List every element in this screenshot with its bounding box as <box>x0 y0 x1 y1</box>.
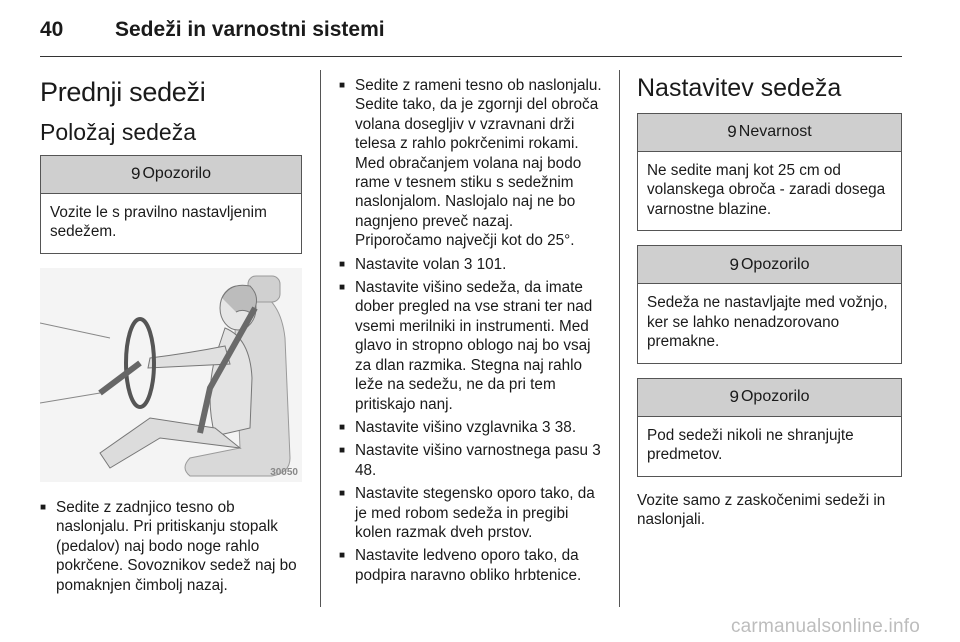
warning-label: Opozorilo <box>142 165 211 183</box>
warning-text: Vozite le s pravilno nastavljenim sedežem. <box>50 203 267 241</box>
column-divider <box>619 70 620 607</box>
bullet-list <box>40 498 302 595</box>
list-item: ■ Sedite z zadnjico tesno ob naslonjalu. Pri pritiskanju stopalk (pedalov) naj bodo noge rahlo pokrčene. Sovoznikov sedež naj bo pomaknjen čimbolj nazaj. <box>40 498 302 595</box>
list-item: ■ Nastavite višino varnostnega pasu 3 48. <box>339 441 604 480</box>
header-divider <box>40 56 902 57</box>
list-item: ■ Nastavite volan 3 101. <box>339 255 604 274</box>
figure-number: 30050 <box>270 466 298 478</box>
warning-label: Opozorilo <box>740 255 810 273</box>
list-item: ■ Sedite z rameni tesno ob naslonjalu. Sedite tako, da je zgornji del obroča volana dosegljiv v vzravnani drži telesa z rahlo pokrčenimi rokami. Med obračanjem volana naj bodo rame v tesnem stiku s sedežnim naslonjalom. Naslojalo naj ne bo nagnjeno preveč nazaj. Priporočamo največji kot do 25°. <box>339 76 604 251</box>
warning-label: Opozorilo <box>740 388 810 405</box>
list-item: ■ Nastavite višino vzglavnika 3 38. <box>339 418 604 437</box>
column-1 <box>40 70 302 599</box>
seat-position-illustration <box>40 268 302 482</box>
column-3 <box>637 70 902 529</box>
warning-text: Sedeža ne nastavljajte med vožnjo, ker se lahko nenadzorovano premakne. <box>647 294 888 350</box>
list-item: ■ Nastavite višino sedeža, da imate dober pregled na vse strani ter nad vsemi merilniki in instrumenti. Med glavo in stropno oblogo naj bo vsaj za dlan razmika. Stegna naj rahlo leže na sedežu, ne da pri tem pritiskajo nanj. <box>339 278 604 414</box>
list-item: ■ Nastavite stegensko oporo tako, da je med robom sedeža in pregibi kolen razmak dveh prstov. <box>339 484 604 542</box>
danger-text: Ne sedite manj kot 25 cm od volanskega obroča - zaradi dosega varnostne blazine. <box>647 161 886 218</box>
column-2 <box>339 76 604 589</box>
section-title: Nastavitev sedeža <box>637 74 842 102</box>
section-title: Prednji sedeži <box>40 77 206 107</box>
column-divider <box>320 70 321 607</box>
bullet-list <box>339 76 604 585</box>
warning-box <box>637 245 902 364</box>
body-paragraph: Vozite samo z zaskočenimi sedeži in naslonjali. <box>637 491 886 528</box>
list-item: ■ Nastavite ledveno oporo tako, da podpira naravno obliko hrbtenice. <box>339 546 604 585</box>
warning-box <box>637 378 902 477</box>
danger-label: Nevarnost <box>738 123 812 140</box>
warning-text: Pod sedeži nikoli ne shranjujte predmetov. <box>647 426 854 463</box>
chapter-title: Sedeži in varnostni sistemi <box>115 18 385 41</box>
warning-icon: 9 <box>729 387 739 406</box>
warning-icon: 9 <box>131 164 141 184</box>
danger-header <box>638 114 901 152</box>
subsection-title: Položaj sedeža <box>40 118 196 145</box>
driver-seat-drawing <box>40 268 302 482</box>
warning-header <box>638 379 901 417</box>
warning-header <box>41 156 301 194</box>
danger-box <box>637 113 902 232</box>
watermark: carmanualsonline.info <box>730 616 920 637</box>
warning-header <box>638 246 901 284</box>
warning-icon: 9 <box>729 254 739 274</box>
warning-icon: 9 <box>727 122 737 141</box>
warning-box <box>40 155 302 254</box>
page-number: 40 <box>40 18 64 41</box>
